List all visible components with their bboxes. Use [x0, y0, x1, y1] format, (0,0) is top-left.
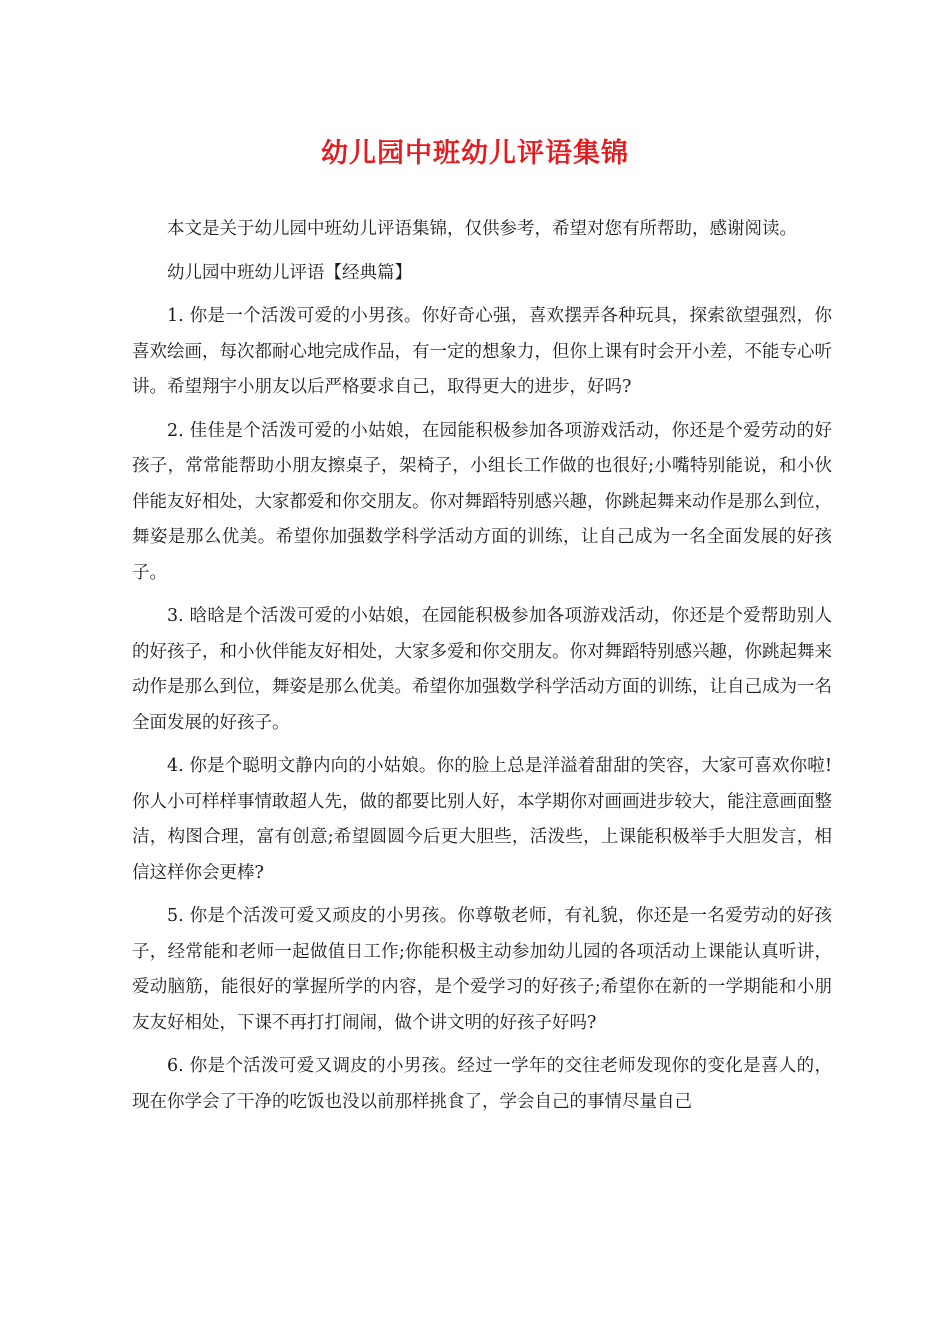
paragraph-intro: 本文是关于幼儿园中班幼儿评语集锦，仅供参考，希望对您有所帮助，感谢阅读。	[167, 219, 797, 239]
comment-item-1: 1. 你是一个活泼可爱的小男孩。你好奇心强，喜欢摆弄各种玩具，探索欲望强烈，你喜欢绘画，每次都耐心地完成作品，有一定的想象力，但你上课有时会开小差，不能专心听讲。希望翔宇小朋友以后严格要求自己，取得更大的进步，好吗?	[132, 306, 832, 397]
comment-item-5: 5. 你是个活泼可爱又顽皮的小男孩。你尊敬老师，有礼貌，你还是一名爱劳动的好孩子，经常能和老师一起做值日工作;你能积极主动参加幼儿园的各项活动上课能认真听讲，爱动脑筋，能很好的掌握所学的内容，是个爱学习的好孩子;希望你在新的一学期能和小朋友友好相处，下课不再打打闹闹，做个讲文明的好孩子好吗?	[132, 906, 832, 1033]
document-body	[132, 212, 832, 1128]
document-title: 幼儿园中班幼儿评语集锦	[321, 138, 629, 169]
comment-item-3: 3. 晗晗是个活泼可爱的小姑娘，在园能积极参加各项游戏活动，你还是个爱帮助别人的好孩子，和小伙伴能友好相处，大家多爱和你交朋友。你对舞蹈特别感兴趣，你跳起舞来动作是那么到位，舞姿是那么优美。希望你加强数学科学活动方面的训练，让自己成为一名全面发展的好孩子。	[132, 606, 832, 733]
section-heading: 幼儿园中班幼儿评语【经典篇】	[167, 262, 412, 283]
comment-item-2: 2. 佳佳是个活泼可爱的小姑娘，在园能积极参加各项游戏活动，你还是个爱劳动的好孩子，常常能帮助小朋友擦桌子，架椅子，小组长工作做的也很好;小嘴特别能说，和小伙伴能友好相处，大家都爱和你交朋友。你对舞蹈特别感兴趣，你跳起舞来动作是那么到位，舞姿是那么优美。希望你加强数学科学活动方面的训练，让自己成为一名全面发展的好孩子。	[132, 420, 832, 583]
comment-item-4: 4. 你是个聪明文静内向的小姑娘。你的脸上总是洋溢着甜甜的笑容，大家可喜欢你啦!你人小可样样事情敢超人先，做的都要比别人好，本学期你对画画进步较大，能注意画面整洁，构图合理，富有创意;希望圆圆今后更大胆些，活泼些，上课能积极举手大胆发言，相信这样你会更棒?	[132, 756, 832, 883]
comment-item-6: 6. 你是个活泼可爱又调皮的小男孩。经过一学年的交往老师发现你的变化是喜人的，现在你学会了干净的吃饭也没以前那样挑食了，学会自己的事情尽量自己	[132, 1056, 832, 1112]
